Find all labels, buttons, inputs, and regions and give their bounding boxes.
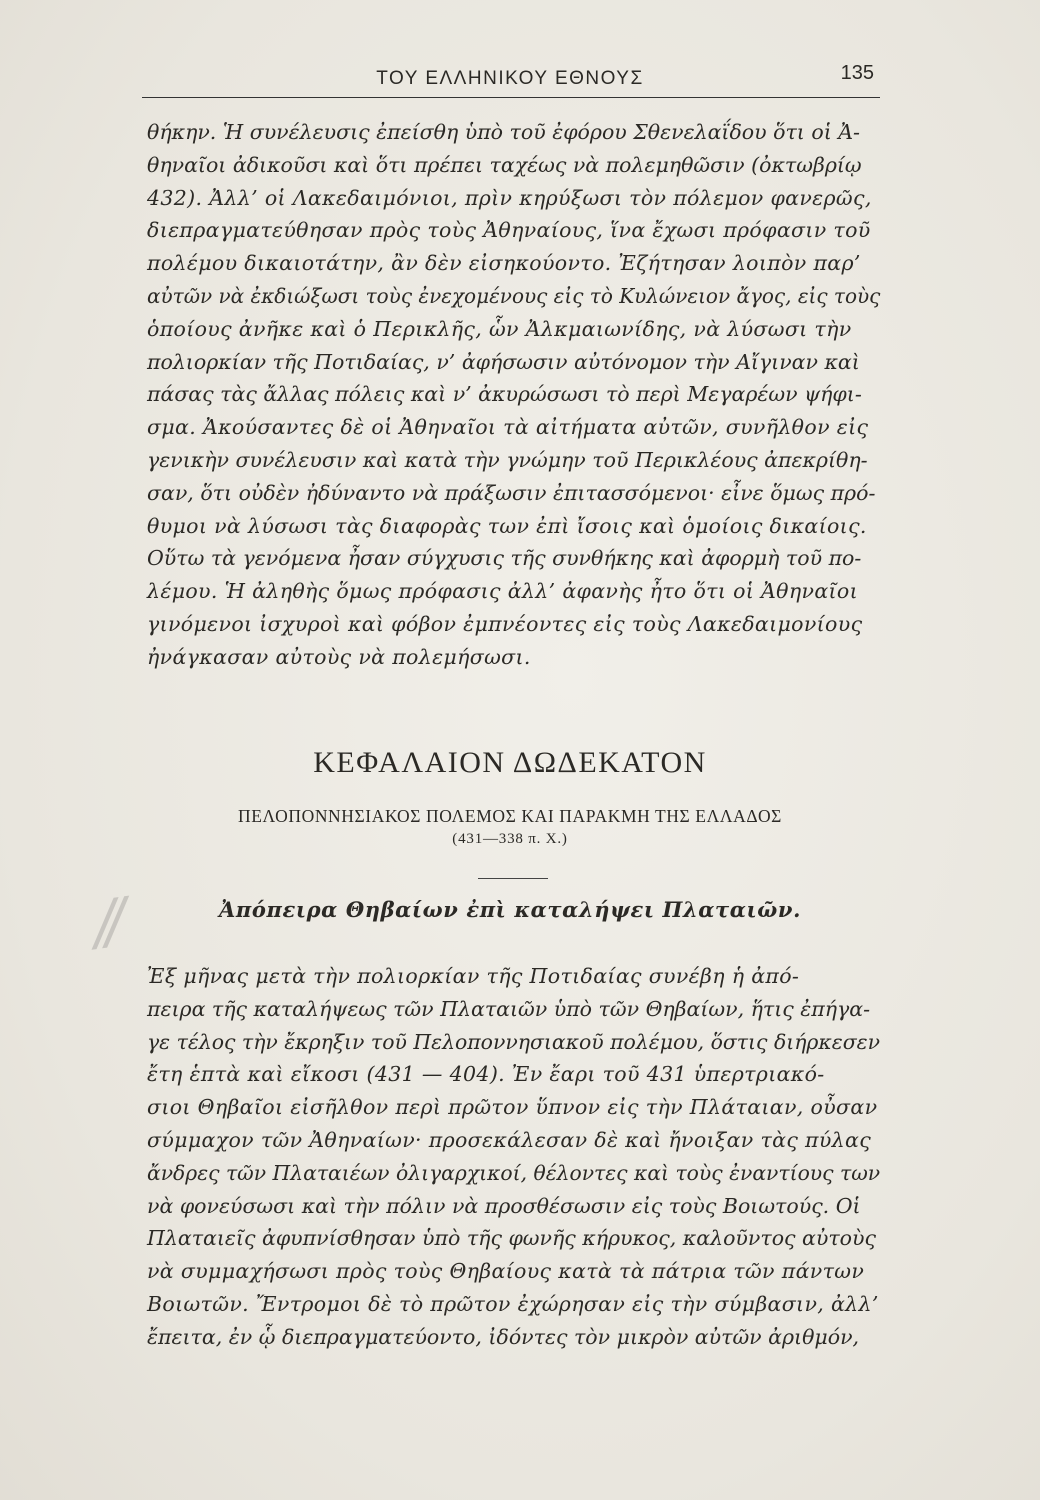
text-line: διεπραγματεύθησαν πρὸς τοὺς Ἀθηναίους, ἵνα ἔχωσι πρόφασιν τοῦ [147, 218, 871, 243]
text-line: πολέμου δικαιοτάτην, ἂν δὲν εἰσηκούοντο. Ἐζήτησαν λοιπὸν παρ’ [147, 251, 861, 276]
chapter-subtitle: ΠΕΛΟΠΟΝΝΗΣΙΑΚΟΣ ΠΟΛΕΜΟΣ ΚΑΙ ΠΑΡΑΚΜΗ ΤΗΣ ΕΛΛΑΔΟΣ [238, 806, 782, 826]
text-line: ἔτη ἑπτὰ καὶ εἴκοσι (431 — 404). Ἐν ἔαρι τοῦ 431 ὑπερτριακό- [147, 1062, 825, 1087]
text-line: ἄνδρες τῶν Πλαταιέων ὀλιγαρχικοί, θέλοντες καὶ τοὺς ἐναντίους των [147, 1160, 881, 1185]
text-line: 432). Ἀλλ’ οἱ Λακεδαιμόνιοι, πρὶν κηρύξωσι τὸν πόλεμον φανερῶς, [147, 185, 872, 210]
text-line: θυμοι νὰ λύσωσι τὰς διαφορὰς των ἐπὶ ἴσοις καὶ ὁμοίοις δικαίοις. [147, 513, 867, 538]
section-heading: Ἀπόπειρα Θηβαίων ἐπὶ καταλήψει Πλαταιῶν. [219, 897, 801, 922]
text-line: θήκην. Ἡ συνέλευσις ἐπείσθη ὑπὸ τοῦ ἐφόρου Σθενελαΐδου ὅτι οἱ Ἀ- [147, 120, 860, 144]
text-line: θηναῖοι ἀδικοῦσι καὶ ὅτι πρέπει ταχέως νὰ πολεμηθῶσιν (ὀκτωβρίῳ [147, 152, 862, 177]
text-line: σύμμαχον τῶν Ἀθηναίων· προσεκάλεσαν δὲ καὶ ἤνοιξαν τὰς πύλας [147, 1127, 872, 1152]
chapter-title: ΚΕΦΑΛΑΙΟΝ ΔΩΔΕΚΑΤΟΝ [313, 746, 707, 779]
text-line: Οὕτω τὰ γενόμενα ἦσαν σύγχυσις τῆς συνθήκης καὶ ἀφορμὴ τοῦ πο- [147, 546, 862, 571]
text-line: νὰ φονεύσωσι καὶ τὴν πόλιν νὰ προσθέσωσιν εἰς τοὺς Βοιωτούς. Οἱ [147, 1193, 861, 1218]
running-title: ΤΟΥ ΕΛΛΗΝΙΚΟΥ ΕΘΝΟΥΣ [376, 68, 644, 89]
text-line: ἔπειτα, ἐν ᾧ διεπραγματεύοντο, ἰδόντες τὸν μικρὸν αὐτῶν ἀριθμόν, [147, 1324, 860, 1349]
text-line: σιοι Θηβαῖοι εἰσῆλθον περὶ πρῶτον ὕπνον εἰς τὴν Πλάταιαν, οὖσαν [147, 1095, 878, 1120]
text-line: Πλαταιεῖς ἀφυπνίσθησαν ὑπὸ τῆς φωνῆς κήρυκος, καλοῦντος αὐτοὺς [147, 1226, 876, 1251]
page-number: 135 [840, 62, 874, 84]
text-line: πολιορκίαν τῆς Ποτιδαίας, ν’ ἀφήσωσιν αὐτόνομον τὴν Αἴγιναν καὶ [147, 349, 860, 374]
chapter-dates: (431—338 π. Χ.) [452, 831, 568, 847]
paragraph-2 [147, 960, 880, 1354]
text-line: γε τέλος τὴν ἔκρηξιν τοῦ Πελοποννησιακοῦ πολέμου, ὅστις διήρκεσεν [147, 1029, 880, 1054]
text-line: Ἐξ μῆνας μετὰ τὴν πολιορκίαν τῆς Ποτιδαίας συνέβη ἡ ἀπό- [147, 964, 800, 988]
text-line: πάσας τὰς ἄλλας πόλεις καὶ ν’ ἀκυρώσωσι τὸ περὶ Μεγαρέων ψήφι- [147, 382, 862, 407]
text-line: ἠνάγκασαν αὐτοὺς νὰ πολεμήσωσι. [147, 644, 531, 669]
paragraph-1 [147, 116, 880, 674]
text-line: πειρα τῆς καταλήψεως τῶν Πλαταιῶν ὑπὸ τῶν Θηβαίων, ἥτις ἐπήγα- [147, 996, 871, 1021]
text-line: γινόμενοι ἰσχυροὶ καὶ φόβον ἐμπνέοντες εἰς τοὺς Λακεδαιμονίους [147, 611, 863, 636]
running-head [140, 62, 880, 92]
pencil-annotation-mark: ⁄⁄ [94, 886, 127, 964]
text-line: αὐτῶν νὰ ἐκδιώξωσι τοὺς ἐνεχομένους εἰς τὸ Κυλώνειον ἄγος, εἰς τοὺς [147, 283, 881, 308]
text-line: λέμου. Ἡ ἀληθὴς ὅμως πρόφασις ἀλλ’ ἀφανὴς ἦτο ὅτι οἱ Ἀθηναῖοι [147, 579, 858, 604]
text-line: ὁποίους ἀνῆκε καὶ ὁ Περικλῆς, ὧν Ἀλκμαιωνίδης, νὰ λύσωσι τὴν [147, 316, 852, 341]
text-line: Βοιωτῶν. Ἔντρομοι δὲ τὸ πρῶτον ἐχώρησαν εἰς τὴν σύμβασιν, ἀλλ’ [147, 1291, 879, 1316]
header-rule [142, 97, 880, 98]
text-line: σαν, ὅτι οὐδὲν ἠδύναντο νὰ πράξωσιν ἐπιτασσόμενοι· εἶνε ὅμως πρό- [147, 480, 876, 505]
text-line: σμα. Ἀκούσαντες δὲ οἱ Ἀθηναῖοι τὰ αἰτήματα αὐτῶν, συνῆλθον εἰς [147, 415, 869, 440]
text-line: γενικὴν συνέλευσιν καὶ κατὰ τὴν γνώμην τοῦ Περικλέους ἀπεκρίθη- [147, 447, 868, 472]
text-line: νὰ συμμαχήσωσι πρὸς τοὺς Θηβαίους κατὰ τὰ πάτρια τῶν πάντων [147, 1259, 865, 1284]
section-divider [478, 878, 548, 879]
